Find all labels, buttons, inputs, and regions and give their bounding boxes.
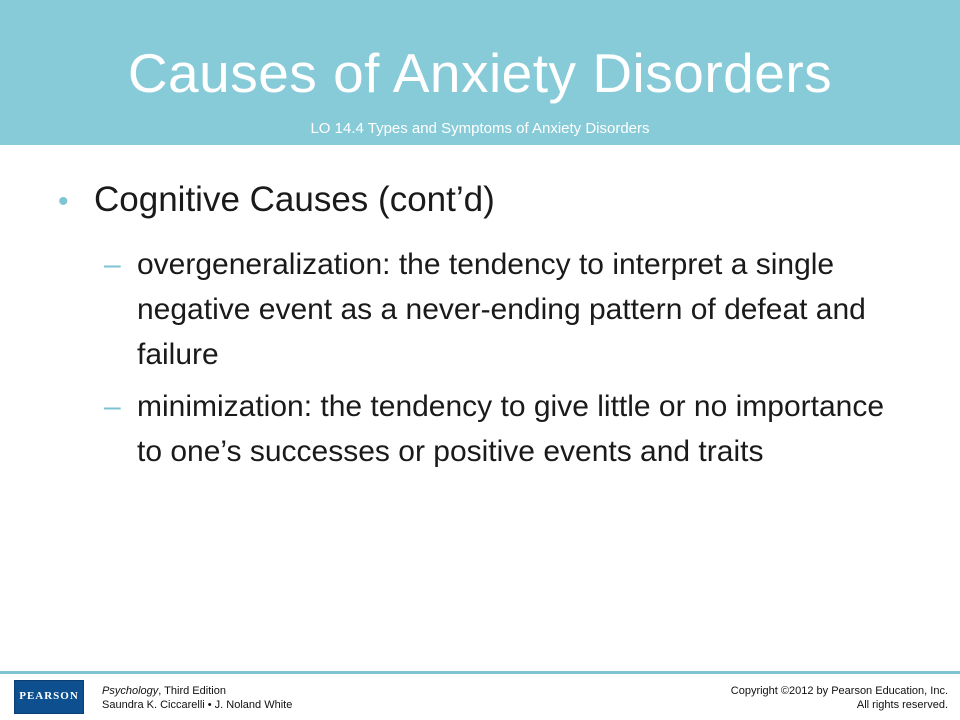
- logo-text: PEARSON: [19, 690, 79, 702]
- pearson-logo: [14, 680, 84, 714]
- copyright-line: Copyright ©2012 by Pearson Education, Inc.: [730, 685, 948, 697]
- slide-subtitle: LO 14.4 Types and Symptoms of Anxiety Disorders: [310, 120, 650, 137]
- copyright-notice: [731, 684, 948, 712]
- slide-title: Causes of Anxiety Disorders: [127, 42, 833, 104]
- dash-marker: –: [104, 390, 121, 423]
- book-authors: Saundra K. Ciccarelli • J. Noland White: [102, 699, 293, 711]
- subpoint-text: minimization: the tendency to give little or no importance to one’s successes or positive events and traits: [137, 390, 885, 468]
- subpoint-text: overgeneralization: the tendency to interpret a single negative event as a never-ending pattern of defeat and failure: [137, 248, 866, 371]
- dash-marker: –: [104, 248, 121, 281]
- bullet-marker: •: [58, 185, 69, 218]
- book-info: [102, 684, 292, 712]
- rights-line: All rights reserved.: [856, 699, 948, 711]
- book-title: Psychology: [102, 685, 159, 697]
- book-title-line: [102, 684, 292, 698]
- title-banner: [0, 0, 960, 145]
- book-edition: , Third Edition: [158, 685, 226, 697]
- footer: [0, 674, 960, 720]
- bullet-text: Cognitive Causes (cont’d): [94, 180, 495, 219]
